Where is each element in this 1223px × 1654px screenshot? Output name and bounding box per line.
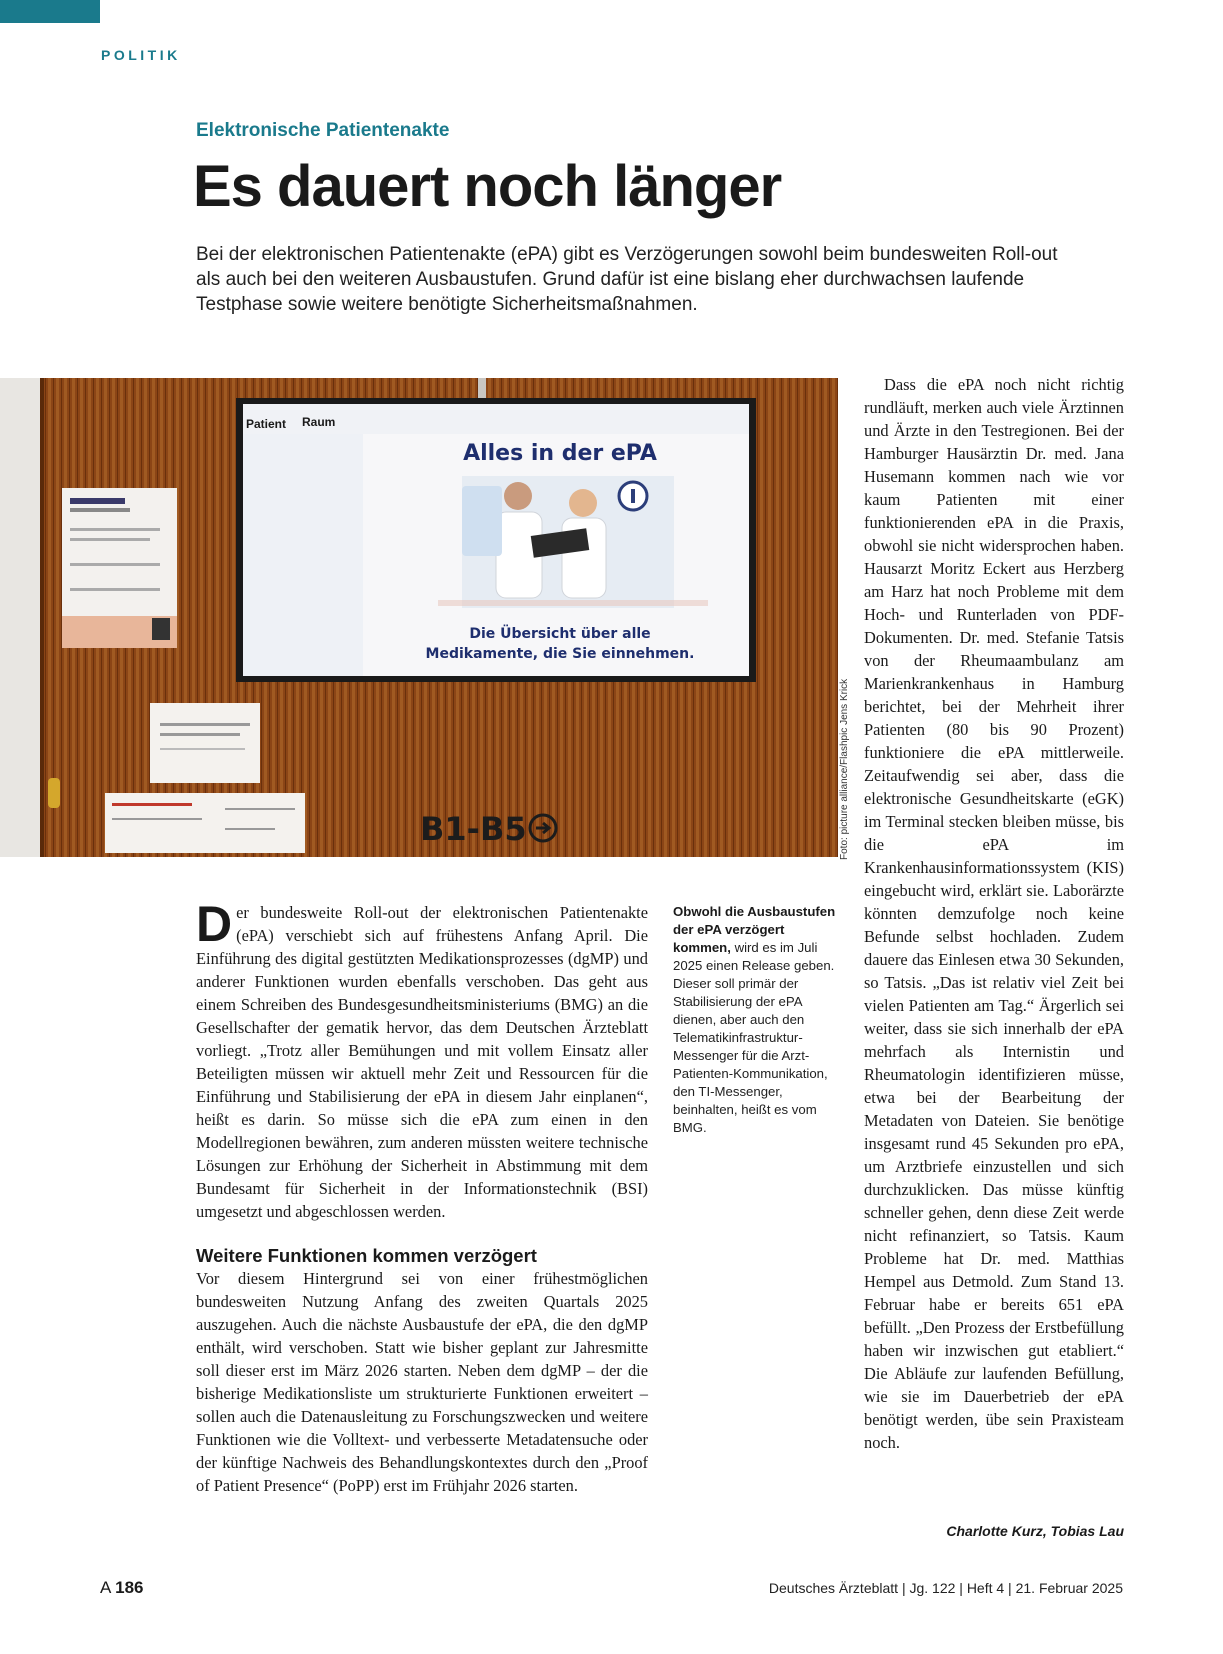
- paragraph-2: Vor diesem Hintergrund sei von einer frühestmöglichen bundesweiten Nutzung Anfang des zweiten Quartals 2025 auszugehen. Auch die nächste Ausbaustufe der ePA, die den dgMP enthält, wird verschoben. Statt wie bisher geplant zur Jahresmitte soll dieser erst im März 2026 starten. Neben dem dgMP – der die bisherige Medikationsliste um strukturierte Funktionen erweitert – sollen auch die Datenausleitung zu Forschungszwecken und weitere Funktionen wie die Volltext- und verbesserte Metadatensuche oder der künftige Nachweis des Behandlungskontextes durch den „Proof of Patient Presence“ (PoPP) erst im Frühjahr 2026 starten.: [196, 1269, 648, 1495]
- article-authors: Charlotte Kurz, Tobias Lau: [946, 1523, 1124, 1539]
- body-column-3: [864, 373, 1124, 1454]
- article-subhead: Weitere Funktionen kommen verzögert: [196, 1245, 537, 1266]
- paragraph-3: Dass die ePA noch nicht richtig rundläuft, merken auch viele Ärztinnen und Ärzte in den Testregionen. Bei der Hamburger Hausärztin Dr. med. Jana Husemann kommen nach wie vor kaum Patienten mit einer funktionierenden ePA in die Praxis, obwohl sie nicht widersprochen haben. Hausarzt Moritz Eckert aus Herzberg am Harz hat noch Probleme mit dem Hoch- und Runterladen von PDF-Dokumenten. Dr. med. Stefanie Tatsis von der Rheumaambulanz am Marienkrankenhaus in Hamburg berichtet, bei der Mehrheit ihrer Patienten (80 bis 90 Prozent) funktioniere die ePA mittlerweile. Zeitaufwendig sei aber, dass die elektronische Gesundheitskarte (eGK) im Terminal stecken bleiben müsse, bis die ePA im Krankenhausinformationssystem (KIS) eingebucht wird, erklärt sie. Laborärzte könnten demzufolge noch keine Befunde selbst hochladen. Zudem dauere das Einlesen etwa 30 Sekunden, so Tatsis. „Das ist relativ viel Zeit bei vielen Patienten am Tag.“ Ärgerlich sei weiter, dass sie sich innerhalb der ePA mehrfach als Internistin und Rheumatologin identifizieren müsse, etwa bei der Bearbeitung der Metadaten von Dateien. Sie benötige insgesamt rund 45 Sekunden pro ePA, um Arztbriefe einzustellen und sich durchzuklicken. Das müsse künftig schneller gehen, denn diese Zeit werde nicht refinanziert, so Tatsis. Kaum Probleme hat Dr. med. Matthias Hempel aus Detmold. Zum Stand 13. Februar habe er bereits 651 ePA befüllt. „Den Prozess der Erstbefüllung haben wir inzwischen gut etabliert.“ Die Abläufe zur laufenden Befüllung, wie sie im Dauerbetrieb der ePA benötigt werden, übe sein Praxisteam noch.: [864, 375, 1124, 1452]
- article-title: Es dauert noch länger: [193, 154, 782, 219]
- section-color-bar: [0, 0, 100, 23]
- screen-caption-line1: Die Übersicht über alle: [469, 626, 651, 642]
- article-photo: [0, 378, 838, 857]
- screen-caption-line2: Medikamente, die Sie einnehmen.: [425, 646, 695, 662]
- photo-credit: Foto: picture alliance/Flashpic Jens Krick: [839, 678, 850, 860]
- drop-cap: D: [196, 896, 233, 952]
- photo-caption: Obwohl die Ausbaustufen der ePA verzögert kommen, wird es im Juli 2025 einen Release geben. Dieser soll primär der Stabilisierung der ePA dienen, aber auch den Telematikinfrastruktur-Messenger für die Arzt-Patienten-Kommunikation, den TI-Messenger, beinhalten, heißt es vom BMG.: [673, 904, 836, 1135]
- body-column-1: [196, 896, 648, 1497]
- article-kicker: Elektronische Patientenakte: [196, 120, 450, 141]
- article-lead: Bei der elektronischen Patientenakte (ePA) gibt es Verzögerungen sowohl beim bundesweiten Roll-out als auch bei den weiteren Ausbaustufen. Grund dafür ist eine bislang eher durchwachsen laufende Testphase sowie weitere benötigte Sicherheitsmaßnahmen.: [196, 244, 1058, 315]
- paragraph-1: Der bundesweite Roll-out der elektronischen Patientenakte (ePA) verschiebt sich auf frühestens Anfang April. Die Einführung des digital gestützten Medikationsprozesses (dgMP) und anderer Funktionen wurden ebenfalls verschoben. Das geht aus einem Schreiben des Bundesgesundheitsministeriums (BMG) an die Gesellschafter der gematik hervor, das dem Deutschen Ärzteblatt vorliegt. „Trotz aller Bemühungen und mit vollem Einsatz aller Beteiligten müssen wir aktuell mehr Zeit und Ressourcen für die Einführung und Stabilisierung der ePA in diesem Jahr einplanen“, heißt es darin. So müsse sich die ePA zum einen in den Modellregionen bewähren, zum anderen müssten weitere technische Lösungen zur Erhöhung der Sicherheit in Abstimmung mit dem Bundesamt für Sicherheit in der Informationstechnik (BSI) umgesetzt und abgeschlossen werden.: [196, 896, 648, 1221]
- screen-header-room: Raum: [302, 415, 336, 429]
- page-number: A 186: [100, 1578, 144, 1597]
- screen-title: Alles in der ePA: [463, 441, 657, 466]
- room-sign: B1-B5: [420, 810, 527, 848]
- screen-header-patient: Patient: [246, 417, 287, 431]
- journal-info: Deutsches Ärzteblatt | Jg. 122 | Heft 4 | 21. Februar 2025: [768, 1580, 1123, 1596]
- section-label: POLITIK: [101, 47, 181, 63]
